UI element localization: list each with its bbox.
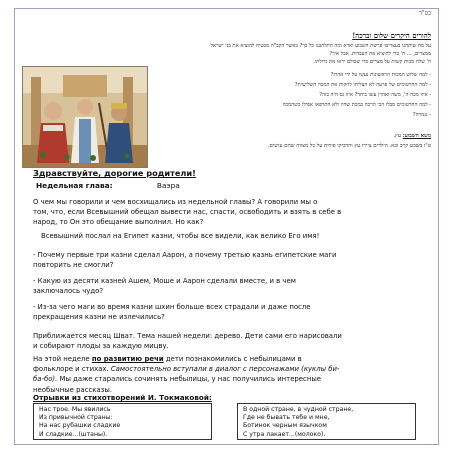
russian-greeting: Здравствуйте, дорогие родители! [33, 168, 196, 178]
speech-italic: Самостоятельно вступали в диалог с персонажами (куклы би- [110, 365, 340, 374]
hebrew-question: - למה החרטומים סבלו הכי הרבה במכת שחין ולא התרפאו אפילו כשהמכה [149, 100, 431, 110]
hebrew-title: להורים היקרים שלום וברכה! [352, 31, 431, 40]
poem-line: В одной стране, в чудной стране, [243, 406, 354, 413]
poem-box-right [237, 403, 416, 440]
text-line: необычные рассказы. [33, 385, 112, 394]
weekly-portion-value: Ваэра [156, 181, 180, 190]
text-line: - Какую из десяти казней Ашем, Моше и Аарон сделали вместе, и в чем [33, 277, 296, 285]
hebrew-topic-label: נושא השבוע: [402, 133, 431, 139]
poem-line: Ботинок черным язычком [243, 422, 327, 430]
bsd-mark: בס"ד [419, 10, 431, 17]
hebrew-question: - למה שלוש המכות הראשונות נעשו על ידי אהרן? [149, 70, 431, 80]
poem-line: С утра лакает...(молоко). [243, 430, 326, 438]
text-line: повторить не смогли? [33, 261, 114, 270]
text-line: прекращения казни не излечились? [33, 313, 165, 322]
hebrew-intro [27, 42, 431, 66]
hebrew-intro-line: ממצרים, ... ה' כדי להוציא את העבדות. אבל איך? [329, 51, 431, 57]
text-line: О чем мы говорили и чем восхищались из недельной главы? А говорили мы о [33, 198, 318, 206]
hebrew-questions [149, 70, 431, 120]
hebrew-question: - איזו מכה ה', משה ואהרן עשו ביחד? איזו נס היה בזה? [149, 90, 431, 100]
text-line: и собирают плоды за каждую мицву. [33, 342, 169, 351]
text-line: Приближается месяц Шват. Тема нашей недели: дерево. Дети сами его нарисовали [33, 332, 342, 340]
poem-line: На нас рубашки сладкие [39, 422, 121, 430]
poem-line: Где не бывать тебе и мне, [243, 414, 330, 422]
weekly-portion-label: Недельная глава: [36, 181, 113, 190]
russian-question-2 [33, 276, 419, 296]
text-line: - Почему первые три казни сделал Аарон, а почему третью казнь египетские маги [33, 251, 337, 259]
poem-line: И сладкие...(штаны). [39, 430, 108, 438]
speech-italic: ба-бо). [33, 375, 58, 384]
russian-question-3 [33, 302, 419, 322]
hebrew-intro-line: ה' שלח מכות קשות על מצרים כדי שכולם יראו את גדולתו. [313, 59, 431, 65]
plagues-illustration [22, 66, 148, 168]
text-line: Всевышний послал на Египет казни, чтобы все видели, как велико Его имя! [41, 232, 320, 240]
hebrew-topic-value: עץ. [393, 133, 402, 139]
russian-shvat-paragraph [33, 331, 419, 351]
speech-highlight: по развитию речи [91, 355, 164, 363]
russian-question-1 [33, 250, 419, 270]
text-line: - Из-за чего маги во время казни шхин больше всех страдали и даже после [33, 303, 311, 311]
speech-text: На этой неделе [33, 355, 92, 363]
russian-paragraph-2 [41, 231, 427, 241]
speech-text: дети познакомились с небылицами в [163, 355, 302, 363]
plagues-illustration-svg [23, 67, 147, 167]
text-line [33, 354, 419, 364]
hebrew-question: - נגמרה? [149, 110, 431, 120]
weekly-portion [36, 181, 180, 190]
poems-title: Отрывки из стихотворений И. Токмаковой: [33, 393, 212, 402]
hebrew-weekly-topic [149, 131, 431, 151]
speech-text: фольклоре и стихах. [33, 365, 111, 374]
hebrew-topic-line: ט"ו בשבט קרב ובא. הילדים ציירו עץ והדביקו פירות על כל מצווה שהם עושים. [267, 143, 431, 149]
poem-line: Из привычной страны: [39, 414, 113, 422]
text-line [33, 374, 419, 384]
russian-paragraph-1 [33, 197, 419, 228]
speech-text: Мы даже старались сочинять небылицы, у нас получились интересные [57, 375, 322, 384]
russian-speech-paragraph [33, 354, 419, 395]
text-line: заключалось чудо? [33, 287, 103, 296]
poem-line: Нас трое. Мы явились [39, 406, 111, 413]
text-line: народ, то Он это обещание выполнил. Но как? [33, 218, 204, 227]
poem-box-left [33, 403, 212, 440]
text-line [33, 364, 419, 374]
hebrew-question: - למה החרטומים של פרעה לא הצליחו לחקות את המכה השלישית? [149, 80, 431, 90]
text-line: том, что, если Всевышний обещал вывести нас, спасти, освободить и взять в себе в [33, 208, 342, 217]
hebrew-intro-line: על מה שותהגו בעצרים׳ פרשת השבוע וארא ומה התלהבנו כל כך? באשר הקב"ה מבטיח להוציא את בני ישראל [210, 43, 431, 49]
